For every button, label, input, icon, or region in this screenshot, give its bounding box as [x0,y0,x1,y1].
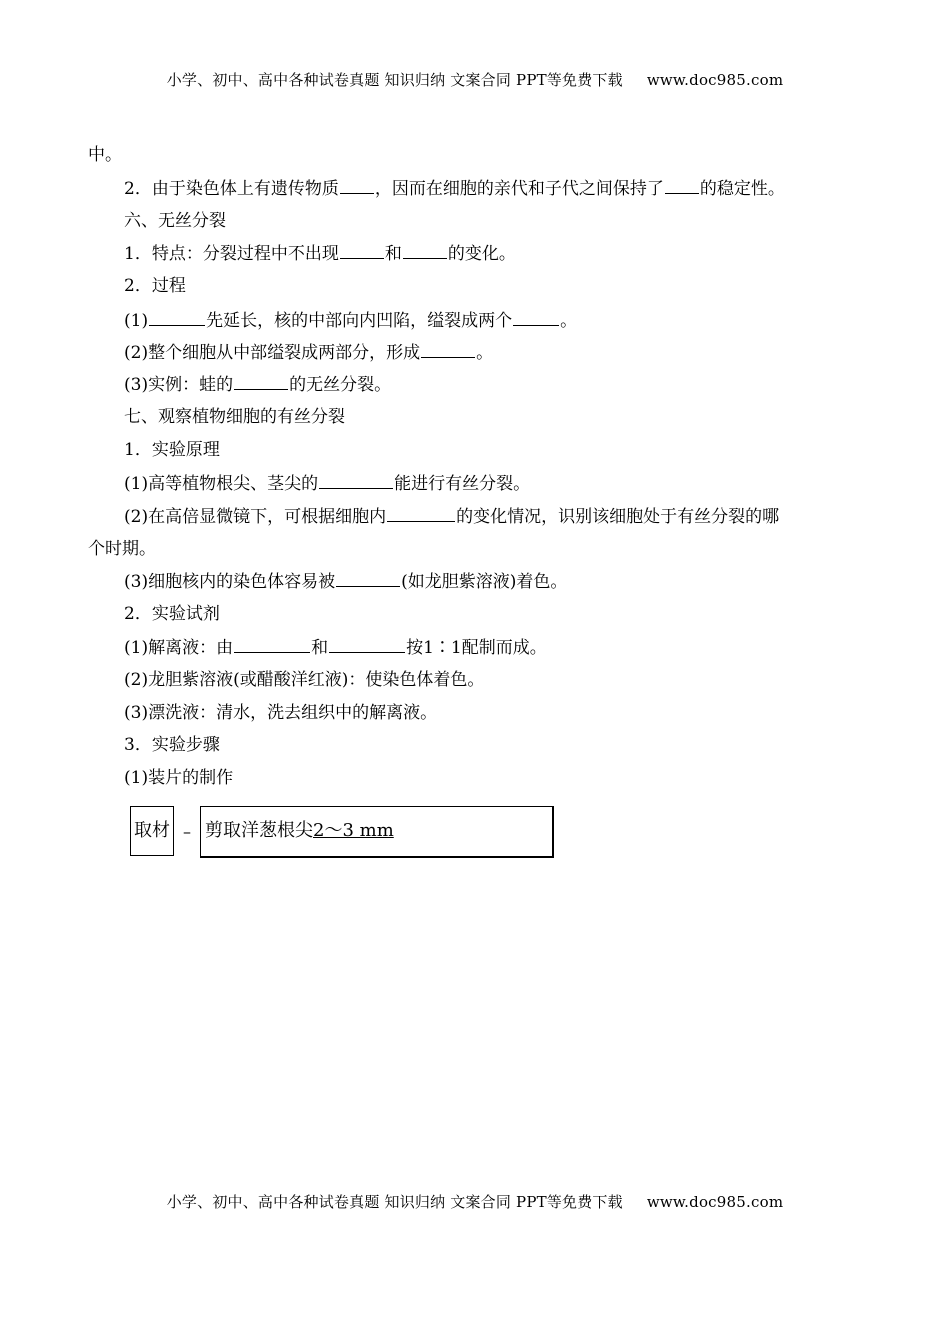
fill-blank[interactable] [319,472,393,489]
fill-blank[interactable] [336,570,400,587]
text-line: 中。 [88,145,122,165]
text-line: 1．实验原理 [124,440,220,460]
section-heading: 六、无丝分裂 [124,211,226,231]
footer-site[interactable]: www.doc985.com [646,1193,784,1211]
text-line: 2．过程 [124,276,186,296]
fill-blank[interactable] [387,505,455,522]
text-line: (2)龙胆紫溶液(或醋酸洋红液)：使染色体着色。 [124,670,485,690]
page-header [0,69,950,90]
flow-desc-box [200,806,554,858]
fill-blank[interactable] [234,373,288,390]
fill-blank[interactable] [665,177,699,194]
footer-text: 小学、初中、高中各种试卷真题 知识归纳 文案合同 PPT等免费下载 [166,1193,623,1211]
fill-blank[interactable] [234,636,310,653]
page-footer [0,1191,950,1212]
fill-blank[interactable] [513,309,559,326]
text-line: (2)整个细胞从中部缢裂成两部分，形成 。 [124,343,494,363]
text-line: (3)漂洗液：清水，洗去组织中的解离液。 [124,703,438,723]
text-line: 1．特点：分裂过程中不出现 和 的变化。 [124,244,516,264]
text-line: (2)在高倍显微镜下，可根据细胞内 的变化情况，识别该细胞处于有丝分裂的哪 [124,507,780,527]
text-line: 个时期。 [88,539,156,559]
fill-blank[interactable] [421,341,475,358]
text-line: (1)装片的制作 [124,768,234,788]
text-line: (3)实例：蛙的 的无丝分裂。 [124,375,392,395]
text-line: (3)细胞核内的染色体容易被 (如龙胆紫溶液)着色。 [124,572,568,592]
flow-desc-prefix: 剪取洋葱根尖 [205,820,313,841]
text-line: 2．由于染色体上有遗传物质 ，因而在细胞的亲代和子代之间保持了 的稳定性。 [124,179,785,199]
fill-blank[interactable] [340,242,384,259]
text-line: (1) 先延长，核的中部向内凹陷，缢裂成两个 。 [124,311,578,331]
text-line: (1)解离液：由 和 按1∶1配制而成。 [124,638,547,658]
fill-blank[interactable] [403,242,447,259]
header-site[interactable]: www.doc985.com [646,71,784,89]
flow-connector: – [183,822,191,841]
text-line: 3．实验步骤 [124,735,220,755]
fill-blank[interactable] [329,636,405,653]
header-text: 小学、初中、高中各种试卷真题 知识归纳 文案合同 PPT等免费下载 [166,71,623,89]
flow-step-box [130,806,174,856]
text-line: 2．实验试剂 [124,604,220,624]
section-heading: 七、观察植物细胞的有丝分裂 [124,407,345,427]
fill-blank[interactable] [149,309,205,326]
fill-blank[interactable] [340,177,374,194]
flow-step-label: 取材 [134,820,170,841]
flow-desc-value: 2～3 mm [313,820,394,841]
text-line: (1)高等植物根尖、茎尖的 能进行有丝分裂。 [124,474,531,494]
